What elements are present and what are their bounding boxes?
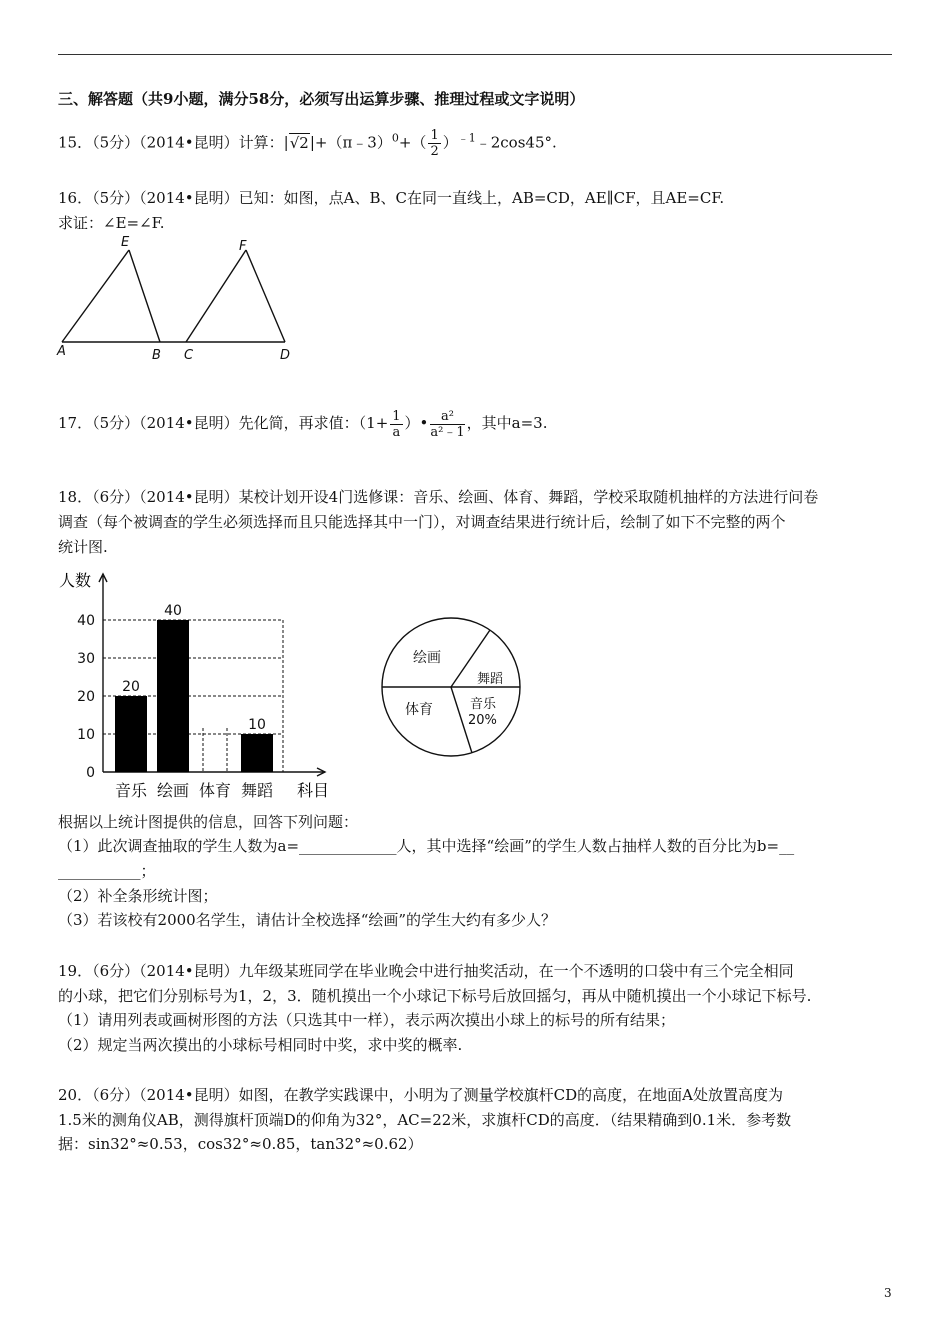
y-tick-label-20: 20 xyxy=(77,689,95,705)
bar-舞蹈 xyxy=(241,734,273,772)
pie-label-pe: 体育 xyxy=(405,702,433,718)
data-label-舞蹈: 10 xyxy=(248,717,266,733)
y-tick-label-30: 30 xyxy=(77,651,95,667)
q16-line2: 求证：∠E=∠F. xyxy=(58,214,165,232)
x-tick-label-舞蹈: 舞蹈 xyxy=(240,781,274,800)
q20-line1: 20．（6分）（2014•昆明）如图，在教学实践课中，小明为了测量学校旗杆CD的高度，在地面A处放置高度为 xyxy=(58,1086,783,1104)
y-tick-label-0: 0 xyxy=(86,765,95,781)
bar-音乐 xyxy=(115,696,147,772)
pie-label-music-pct: 20% xyxy=(468,713,497,728)
q16-line1: 16．（5分）（2014•昆明）已知：如图，点A、B、C在同一直线上，AB=CD，AE∥CF，且AE=CF. xyxy=(58,189,725,207)
label-a: A xyxy=(57,344,66,359)
page-number: 3 xyxy=(884,1286,892,1300)
q15-prefix: 15．（5分）（2014•昆明）计算：| xyxy=(58,133,289,152)
segment-fd xyxy=(246,250,285,342)
top-rule xyxy=(58,54,892,55)
x-tick-label-绘画: 绘画 xyxy=(156,781,190,800)
y-axis-title: 人数 xyxy=(59,571,92,590)
section-header: 三、解答题（共9小题，满分58分，必须写出运算步骤、推理过程或文字说明） xyxy=(58,90,585,108)
q19-line3: （1）请用列表或画树形图的方法（只选其中一样），表示两次摸出小球上的标号的所有结果； xyxy=(58,1011,676,1029)
sqrt-symbol: √2 xyxy=(289,133,309,152)
q18-info-intro: 根据以上统计图提供的信息，回答下列问题： xyxy=(58,813,359,831)
data-label-音乐: 20 xyxy=(122,679,140,695)
segment-cf xyxy=(186,250,246,342)
q19-line1: 19．（6分）（2014•昆明）九年级某班同学在毕业晚会中进行抽奖活动，在一个不透明的口袋中有三个完全相同 xyxy=(58,962,794,980)
question-17 xyxy=(58,406,547,440)
label-f: F xyxy=(239,239,247,254)
q18-sub2: （2）补全条形统计图； xyxy=(58,887,218,905)
bar-chart xyxy=(55,568,345,803)
q17-prefix: 17．（5分）（2014•昆明）先化简，再求值：（1+ xyxy=(58,414,389,432)
q18-sub1-cont: ___________； xyxy=(58,862,156,880)
q17-suffix: ，其中a=3. xyxy=(466,414,548,432)
bar-绘画 xyxy=(157,620,189,772)
q17-fraction-1: $\frac{1}{a}$ xyxy=(392,408,401,440)
question-15 xyxy=(58,128,557,159)
data-label-绘画: 40 xyxy=(164,603,182,619)
y-tick-label-10: 10 xyxy=(77,727,95,743)
q15-suffix: ﹣2cos45°. xyxy=(475,133,557,152)
q17-mid: ）• xyxy=(404,414,429,432)
segment-eb xyxy=(129,250,160,342)
label-d: D xyxy=(280,348,291,363)
q17-fraction-2: $\frac{\text{a²}}{\text{a²﹣1}}$ xyxy=(430,408,465,440)
q15-close: ） xyxy=(442,133,458,152)
label-b: B xyxy=(152,348,161,363)
q15-mid: |+（π﹣3） xyxy=(309,133,392,152)
q18-line3: 统计图. xyxy=(58,538,108,556)
q15-exp0: 0 xyxy=(391,131,399,145)
q19-line4: （2）规定当两次摸出的小球标号相同时中奖，求中奖的概率. xyxy=(58,1036,463,1054)
pie-label-dance: 舞蹈 xyxy=(477,672,504,687)
x-tick-label-体育: 体育 xyxy=(198,781,232,800)
q15-plus: +（ xyxy=(398,133,427,152)
q20-line2: 1.5米的测角仪AB，测得旗杆顶端D的仰角为32°，AC=22米，求旗杆CD的高度．（结果精确到0.1米．参考数 xyxy=(58,1111,792,1129)
q18-line2: 调查（每个被调查的学生必须选择而且只能选择其中一门），对调查结果进行统计后，绘制了如下不完整的两个 xyxy=(58,513,786,531)
q19-line2: 的小球，把它们分别标号为1，2，3．随机摸出一个小球记下标号后放回摇匀，再从中随机摸出一个小球记下标号. xyxy=(58,987,812,1005)
y-tick-label-40: 40 xyxy=(77,613,95,629)
pie-chart xyxy=(375,610,530,765)
q15-fraction: $\frac{1}{2}$ xyxy=(430,128,439,159)
segment-ae xyxy=(62,250,129,342)
x-tick-label-音乐: 音乐 xyxy=(114,781,148,800)
q16-figure xyxy=(52,230,302,365)
q20-line3: 据：sin32°≈0.53，cos32°≈0.85，tan32°≈0.62） xyxy=(58,1135,423,1153)
x-axis-title: 科目 xyxy=(297,781,330,800)
q18-sub1: （1）此次调查抽取的学生人数为a=_____________人，其中选择“绘画”的学生人数占抽样人数的百分比为b=__ xyxy=(58,837,795,855)
q18-line1: 18．（6分）（2014•昆明）某校计划开设4门选修课：音乐、绘画、体育、舞蹈，学校采取随机抽样的方法进行问卷 xyxy=(58,488,819,506)
q18-sub3: （3）若该校有2000名学生，请估计全校选择“绘画”的学生大约有多少人？ xyxy=(58,911,557,929)
label-c: C xyxy=(184,348,194,363)
pie-label-music: 音乐 xyxy=(470,697,497,712)
pie-label-painting: 绘画 xyxy=(413,650,441,666)
q15-exp-neg1: ﹣1 xyxy=(457,131,476,145)
label-e: E xyxy=(121,235,130,250)
